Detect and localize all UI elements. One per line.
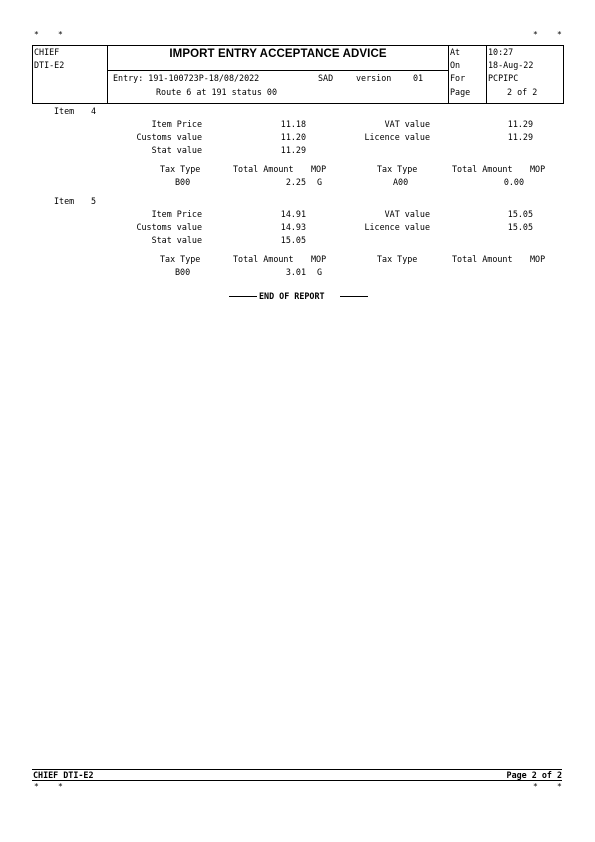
vat-value-label: VAT value [384,119,430,129]
sad-label: SAD [318,73,334,83]
item-price-label: Item Price [151,119,202,129]
report-header [32,45,564,104]
corner-mark: * [557,782,562,791]
tax-amount: 0.00 [503,177,524,187]
tax-amount: 2.25 [285,177,306,187]
tax-amount: 3.01 [285,267,306,277]
corner-mark: * [58,30,63,39]
mop-value: G [317,177,323,187]
end-of-report: END OF REPORT [259,291,325,301]
tax-type-header: Tax Type [377,254,418,264]
tax-type: A00 [393,177,409,187]
on-label: On [450,60,461,70]
footer-page-number: Page 2 of 2 [506,770,562,780]
mop-header: MOP [530,164,546,174]
customs-value-label: Customs value [136,132,202,142]
stat-value: 11.29 [280,145,306,155]
for-value: PCPIPC [488,73,519,83]
date-value: 18-Aug-22 [488,60,534,70]
item-price-value: 14.91 [280,209,306,219]
customs-value: 11.20 [280,132,306,142]
tax-type: B00 [175,177,191,187]
vat-value: 15.05 [507,209,533,219]
stat-value-label: Stat value [151,145,202,155]
item-price-value: 11.18 [280,119,306,129]
report-footer [32,769,562,781]
for-label: For [450,73,466,83]
licence-value-label: Licence value [364,132,430,142]
item-label: Item [54,106,75,116]
divider [229,296,257,297]
report-code: DTI-E2 [34,60,65,70]
total-amount-header: Total Amount [452,254,513,264]
corner-mark: * [58,782,63,791]
report-title: IMPORT ENTRY ACCEPTANCE ADVICE [169,48,387,60]
corner-mark: * [34,782,39,791]
item-number: 4 [91,106,97,116]
licence-value: 11.29 [507,132,533,142]
divider [340,296,368,297]
corner-mark: * [533,782,538,791]
page-label: Page [450,87,471,97]
item-number: 5 [91,196,97,206]
mop-header: MOP [311,254,327,264]
footer-report-code: CHIEF DTI-E2 [33,770,94,780]
tax-type: B00 [175,267,191,277]
at-label: At [450,47,461,57]
entry-line: Entry: 191-100723P-18/08/2022 [113,73,260,83]
tax-type-header: Tax Type [160,254,201,264]
item-label: Item [54,196,75,206]
tax-type-header: Tax Type [160,164,201,174]
mop-header: MOP [530,254,546,264]
route-line: Route 6 at 191 status 00 [156,87,278,97]
customs-value-label: Customs value [136,222,202,232]
total-amount-header: Total Amount [233,164,294,174]
time-value: 10:27 [488,47,514,57]
total-amount-header: Total Amount [233,254,294,264]
version-value: 01 [413,73,424,83]
licence-value: 15.05 [507,222,533,232]
item-price-label: Item Price [151,209,202,219]
total-amount-header: Total Amount [452,164,513,174]
stat-value: 15.05 [280,235,306,245]
mop-header: MOP [311,164,327,174]
corner-mark: * [34,30,39,39]
system-name: CHIEF [34,47,60,57]
stat-value-label: Stat value [151,235,202,245]
mop-value: G [317,267,323,277]
vat-value-label: VAT value [384,209,430,219]
version-label: version [356,73,392,83]
vat-value: 11.29 [507,119,533,129]
corner-mark: * [533,30,538,39]
corner-mark: * [557,30,562,39]
page-value: 2 of 2 [507,87,538,97]
tax-type-header: Tax Type [377,164,418,174]
customs-value: 14.93 [280,222,306,232]
licence-value-label: Licence value [364,222,430,232]
